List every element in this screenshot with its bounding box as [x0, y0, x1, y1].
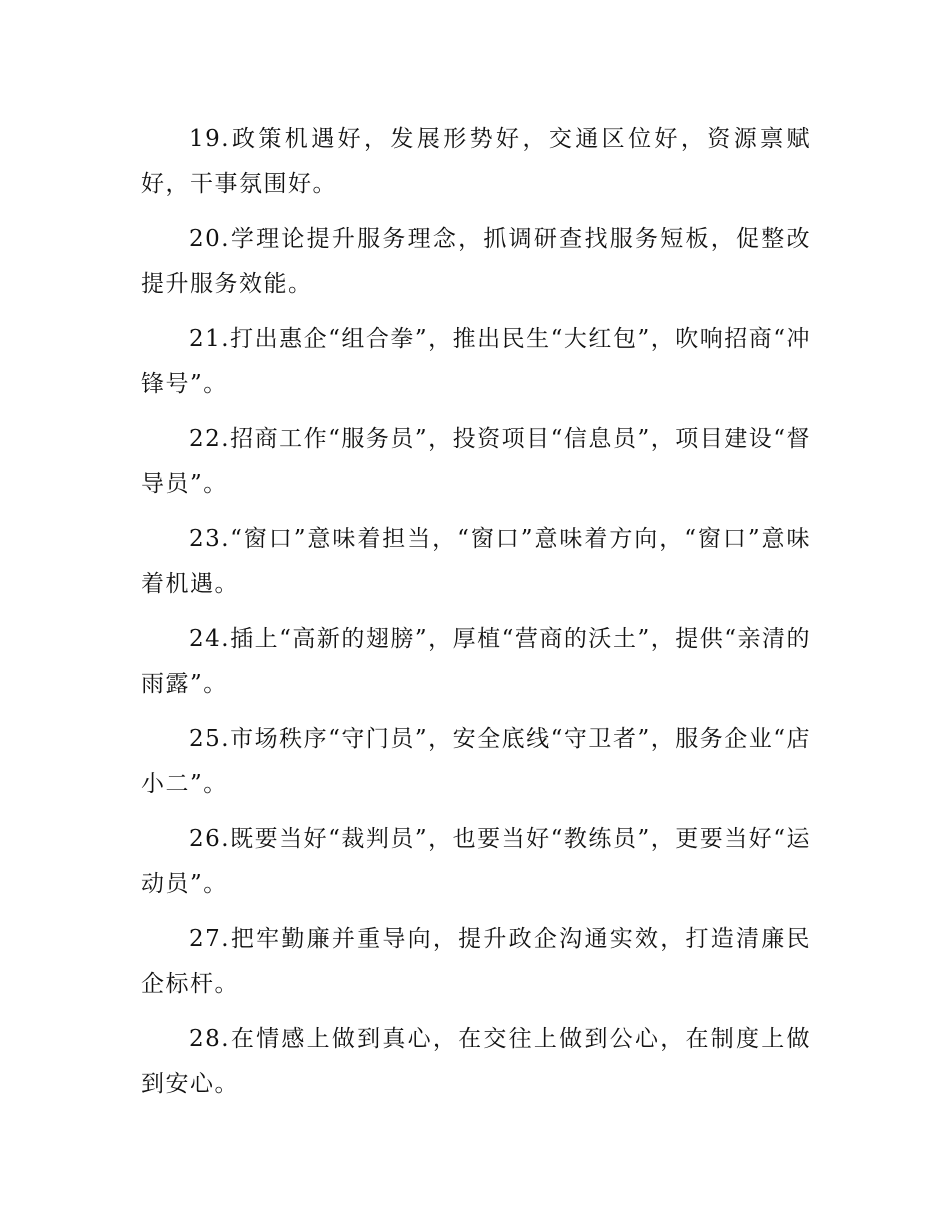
paragraph-24: 24.插上“高新的翅膀”，厚植“营商的沃土”，提供“亲清的雨露”。 — [141, 626, 811, 697]
paragraph-26: 26.既要当好“裁判员”，也要当好“教练员”，更要当好“运动员”。 — [141, 826, 811, 897]
paragraph-23: 23.“窗口”意味着担当，“窗口”意味着方向，“窗口”意味着机遇。 — [141, 526, 811, 597]
document-body — [141, 117, 811, 1117]
paragraph-25: 25.市场秩序“守门员”，安全底线“守卫者”，服务企业“店小二”。 — [141, 726, 811, 797]
paragraph-27: 27.把牢勤廉并重导向，提升政企沟通实效，打造清廉民企标杆。 — [141, 926, 811, 997]
paragraph-22: 22.招商工作“服务员”，投资项目“信息员”，项目建设“督导员”。 — [141, 426, 811, 497]
paragraph-19: 19.政策机遇好，发展形势好，交通区位好，资源禀赋好，干事氛围好。 — [141, 126, 811, 197]
paragraph-20: 20.学理论提升服务理念，抓调研查找服务短板，促整改提升服务效能。 — [141, 226, 811, 297]
paragraph-28: 28.在情感上做到真心，在交往上做到公心，在制度上做到安心。 — [141, 1026, 811, 1097]
paragraph-21: 21.打出惠企“组合拳”，推出民生“大红包”，吹响招商“冲锋号”。 — [141, 326, 811, 397]
